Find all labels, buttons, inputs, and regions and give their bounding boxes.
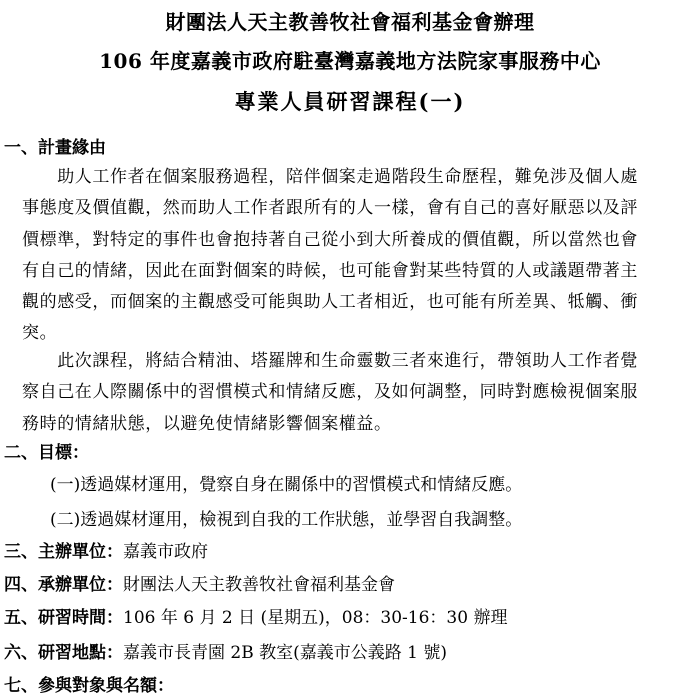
contractor-value: 財團法人天主教善牧社會福利基金會 xyxy=(123,575,395,595)
document-title-organizer: 財團法人天主教善牧社會福利基金會辦理 xyxy=(165,10,535,34)
section-organizer xyxy=(4,540,208,564)
section-2-heading: 二、目標： xyxy=(4,443,89,463)
location-value: 嘉義市長青園 2B 教室(嘉義市公義路 1 號) xyxy=(123,643,448,663)
section-1-heading: 一、計畫緣由 xyxy=(4,138,106,158)
paragraph-line: 突。 xyxy=(22,323,58,344)
document-title-program: 106 年度嘉義市政府駐臺灣嘉義地方法院家事服務中心 xyxy=(99,49,601,73)
goal-item-2: (二)透過媒材運用，檢視到自我的工作狀態，並學習自我調整。 xyxy=(50,510,523,530)
paragraph-line: 務時的情緒狀態，以避免使情緒影響個案權益。 xyxy=(22,413,392,434)
section-7-heading: 七、參與對象與名額： xyxy=(4,676,174,696)
section-5-heading: 五、研習時間： xyxy=(4,608,123,628)
background-paragraph-1 xyxy=(22,162,686,350)
time-value: 106 年 6 月 2 日 (星期五)，08：30-16：30 辦理 xyxy=(123,608,508,628)
paragraph-line: 有自己的情緒，因此在面對個案的時候，也可能會對某些特質的人或議題帶著主 xyxy=(22,260,638,281)
paragraph-line: 事態度及價值觀，然而助人工作者跟所有的人一樣，會有自己的喜好厭惡以及評 xyxy=(22,198,638,219)
section-3-heading: 三、主辦單位： xyxy=(4,542,123,562)
paragraph-line: 價標準，對特定的事件也會抱持著自己從小到大所養成的價值觀，所以當然也會 xyxy=(22,229,638,250)
goal-item-1: (一)透過媒材運用，覺察自身在關係中的習慣模式和情緒反應。 xyxy=(50,475,523,495)
organizer-value: 嘉義市政府 xyxy=(123,542,208,562)
section-4-heading: 四、承辦單位： xyxy=(4,575,123,595)
paragraph-line: 此次課程，將結合精油、塔羅牌和生命靈數三者來進行，帶領助人工作者覺 xyxy=(22,351,638,371)
background-paragraph-2 xyxy=(22,346,686,440)
paragraph-line: 察自己在人際關係中的習慣模式和情緒反應，及如何調整，同時對應檢視個案服 xyxy=(22,382,638,403)
section-time xyxy=(4,606,507,630)
section-contractor xyxy=(4,573,395,597)
section-heading-background xyxy=(4,136,106,160)
section-heading-goals xyxy=(4,441,89,465)
section-participants xyxy=(4,674,174,698)
section-6-heading: 六、研習地點： xyxy=(4,643,123,663)
paragraph-line: 助人工作者在個案服務過程，陪伴個案走過階段生命歷程，難免涉及個人處 xyxy=(22,167,638,187)
section-location xyxy=(4,641,447,665)
paragraph-line: 觀的感受，而個案的主觀感受可能與助人工者相近，也可能有所差異、牴觸、衝 xyxy=(22,292,638,313)
document-title-course: 專業人員研習課程(一) xyxy=(234,89,466,114)
